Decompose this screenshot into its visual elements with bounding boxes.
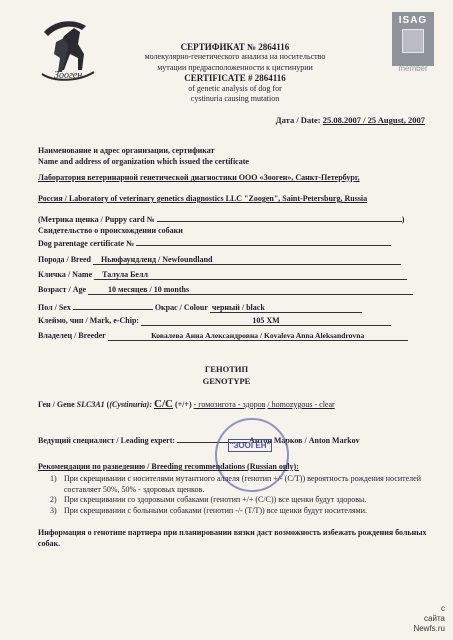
org-label-ru: Наименование и адрес организации, сертификат [38,146,215,155]
mark-value: 105 ХМ [141,316,391,326]
org-line-en: Россия / Laboratory of veterinary genetics diagnostics LLC "Zoogen", Saint-Petersburg, Russia [38,194,368,203]
partner-genotype-info: Информация о генотипе партнера при планировании вязки даст возможность избежать рождения больных собак. [38,528,427,548]
name-value: Талула Белл [94,270,407,280]
genotype-result: C/C [154,398,173,410]
date-label: Дата / Date: [275,115,321,125]
org-line-ru: Лаборатория ветеринарной генетической диагностики ООО «Зооген», Санкт-Петербург, [38,173,360,182]
stamp-text: "ЗООГЕН" [229,441,271,450]
isag-emblem-icon [402,29,424,53]
sex-colour-field: Пол / Sex Окрас / Colour черный / black [38,300,425,313]
genotype-title-en: GENOTYPE [202,376,251,386]
recommendations-list [50,474,430,516]
cert-number-en: CERTIFICATE # 2864116 [184,73,286,84]
puppy-card-field: (Метрика щенка / Puppy card № ) [38,212,425,225]
date-value: 25.08.2007 / 25 August, 2007 [322,115,425,125]
list-item: 2) При скрещивании со здоровыми собаками (генотип +/+ (С/С)) все щенки будут здоровы. [50,495,367,504]
breed-field: Порода / Breed Ньюфаундленд / Newfoundland [38,255,425,265]
breeder-value: Ковалева Анна Александровна / Kovaleva Anna Aleksandrovna [108,331,408,341]
certificate-header [110,42,360,104]
site-watermark: с сайта Newfs.ru [413,604,445,633]
title-ru-1: молекулярно-генетического анализа на носительство [144,52,326,62]
isag-member-label: member [398,64,428,73]
breed-value: Ньюфаундленд / Newfoundland [93,255,401,265]
gene-result: Ген / Gene SLC3A1 ((Cystinuria): C/C (+/+) - гомозигота - здоров / homozygous - clear [38,398,335,410]
parentage-blank [136,236,391,246]
isag-badge [392,12,434,66]
list-item: 3) При скрещивании с больными собаками (генотип -/- (Т/Т)) все щенки будут носителями. [50,505,367,515]
cert-number-ru: СЕРТИФИКАТ № 2864116 [180,42,290,52]
mark-field: Клеймо, чип / Mark, e-Chip: 105 ХМ [38,316,425,326]
title-ru-2: мутации предрасположенности к цистинурии [157,62,313,72]
age-field: Возраст / Age 10 месяцев / 10 months [38,285,425,295]
colour-value: черный / black [210,303,362,313]
parentage-field: Dog parentage certificate № [38,236,425,249]
title-en-1: of genetic analysis of dog for [188,83,282,93]
recommendations-title: Рекомендации по разведению / Breeding recommendations (Russian only): [38,462,299,471]
puppy-card-blank [157,212,402,222]
logo-text: Зооген [54,70,83,81]
org-label-en: Name and address of organization which issued the certificate [38,157,249,166]
parentage-label-ru: Свидетельство о происхождении собаки [38,226,183,235]
isag-title: ISAG [398,15,428,26]
age-value: 10 месяцев / 10 months [88,285,413,295]
breeder-field: Владелец / Breeder Ковалева Анна Александровна / Kovaleva Anna Aleksandrovna [38,331,425,341]
sex-blank [73,300,153,310]
title-en-2: cystinuria causing mutation [190,94,280,104]
leading-expert: Ведущий специалист / Leading expert: Антон Марков / Anton Markov [38,433,425,446]
issue-date [276,115,425,125]
genotype-title-ru: ГЕНОТИП [204,364,249,374]
list-item: 1) При скрещивании с носителями мутантного аллеля (генотип +/- (С/Т)) вероятность рождения носителей составляет 50%, 50% - здоровых щенков. [50,474,421,494]
name-field: Кличка / Name Талула Белл [38,270,425,280]
